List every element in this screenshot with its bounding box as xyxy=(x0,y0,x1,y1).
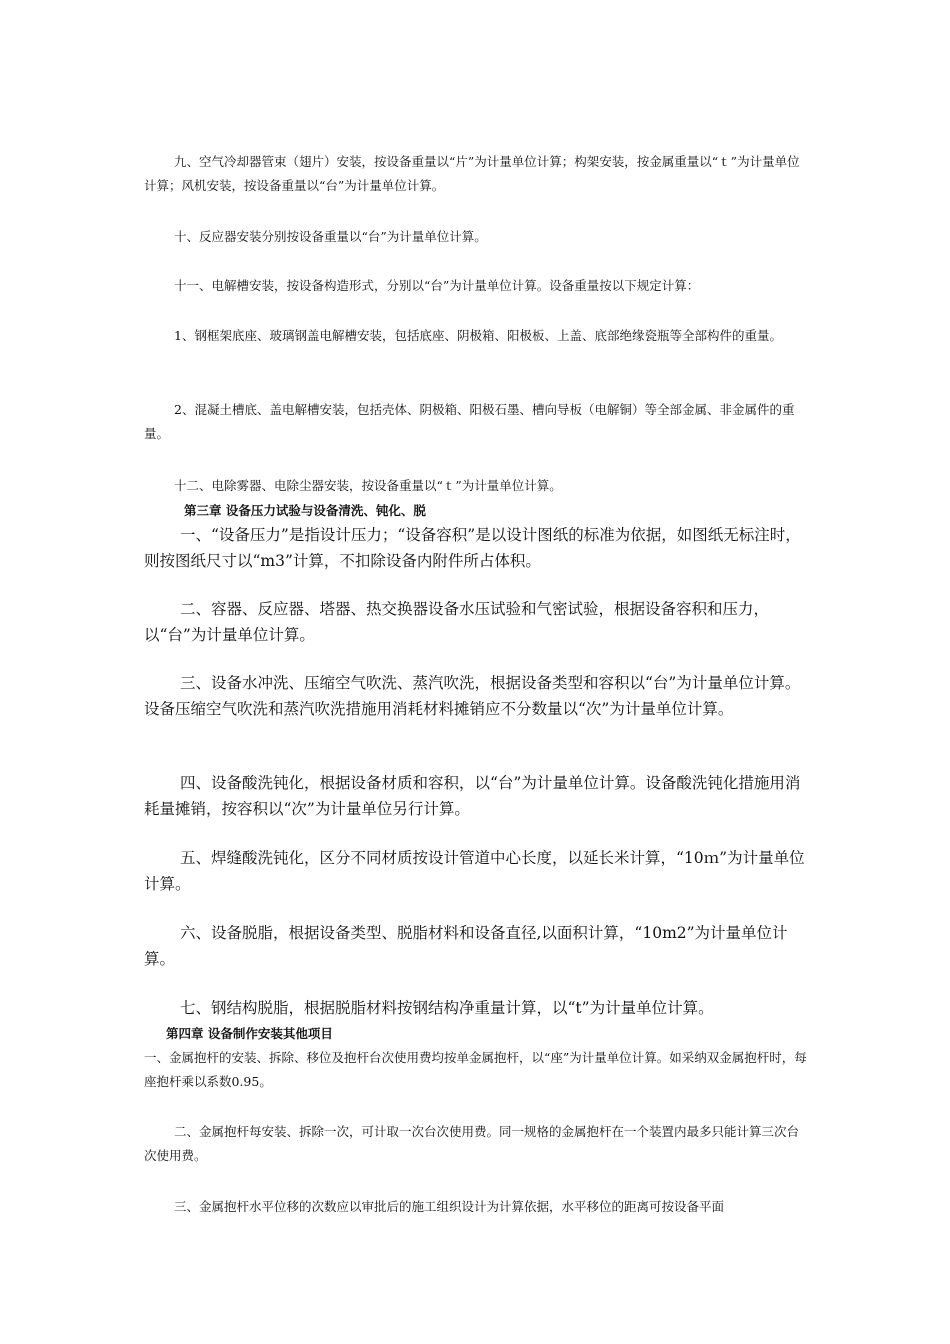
paragraph-c3-item-7: 七、钢结构脱脂，根据脱脂材料按钢结构净重量计算，以“t”为计量单位计算。 xyxy=(180,999,714,1017)
paragraph-c2-item-10: 十、反应器安装分别按设备重量以“台”为计量单位计算。 xyxy=(174,229,487,244)
paragraph-c3-item-3: 三、设备水冲洗、压缩空气吹洗、蒸汽吹洗，根据设备类型和容积以“台”为计量单位计算。设备压缩空气吹洗和蒸汽吹洗措施用消耗材料摊销应不分数量以“次”为计量单位计算。 xyxy=(144,674,801,718)
paragraph-c2-subitem-2: 2、混凝土槽底、盖电解槽安装，包括壳体、阴极箱、阳极石墨、槽向导板（电解铜）等全部金属、非金属件的重量。 xyxy=(144,402,795,441)
paragraph-c4-item-2: 二、金属抱杆每安装、拆除一次，可计取一次台次使用费。同一规格的金属抱杆在一个装置内最多只能计算三次台次使用费。 xyxy=(144,1124,800,1163)
paragraph-c4-item-1: 一、金属抱杆的安装、拆除、移位及抱杆台次使用费均按单金属抱杆，以“座”为计量单位计算。如采纳双金属抱杆时，每座抱杆乘以系数0.95。 xyxy=(144,1050,807,1089)
paragraph-c2-item-11: 十一、电解槽安装，按设备构造形式，分别以“台”为计量单位计算。设备重量按以下规定计算： xyxy=(174,278,700,293)
paragraph-c3-item-1: 一、“设备压力”是指设计压力；“设备容积”是以设计图纸的标准为依据，如图纸无标注时，则按图纸尺寸以“m3”计算，不扣除设备内附件所占体积。 xyxy=(144,526,801,570)
chapter4-heading: 第四章 设备制作安装其他项目 xyxy=(166,1026,333,1041)
paragraph-c3-item-4: 四、设备酸洗钝化，根据设备材质和容积，以“台”为计量单位计算。设备酸洗钝化措施用消耗量摊销，按容积以“次”为计量单位另行计算。 xyxy=(144,774,801,818)
paragraph-c3-item-5: 五、焊缝酸洗钝化，区分不同材质按设计管道中心长度，以延长米计算，“10ｍ”为计量单位计算。 xyxy=(144,849,805,893)
paragraph-c2-item-12: 十二、电除雾器、电除尘器安装，按设备重量以“ｔ”为计量单位计算。 xyxy=(174,478,562,493)
paragraph-c3-item-6: 六、设备脱脂，根据设备类型、脱脂材料和设备直径,以面积计算，“10m2”为计量单位计算。 xyxy=(144,924,788,968)
chapter3-heading: 第三章 设备压力试验与设备清洗、钝化、脱 xyxy=(184,503,426,518)
paragraph-c2-item-9: 九、空气冷却器管束（翅片）安装，按设备重量以“片”为计量单位计算；构架安装，按金属重量以“ｔ”为计量单位计算；风机安装，按设备重量以“台”为计量单位计算。 xyxy=(144,154,800,193)
paragraph-c2-subitem-1: 1、钢框架底座、玻璃钢盖电解槽安装，包括底座、阴极箱、阳极板、上盖、底部绝缘瓷瓶等全部构件的重量。 xyxy=(174,328,782,343)
paragraph-c4-item-3: 三、金属抱杆水平位移的次数应以审批后的施工组织设计为计算依据，水平移位的距离可按设备平面 xyxy=(174,1199,725,1214)
paragraph-c3-item-2: 二、容器、反应器、塔器、热交换器设备水压试验和气密试验，根据设备容积和压力，以“台”为计量单位计算。 xyxy=(144,600,770,644)
